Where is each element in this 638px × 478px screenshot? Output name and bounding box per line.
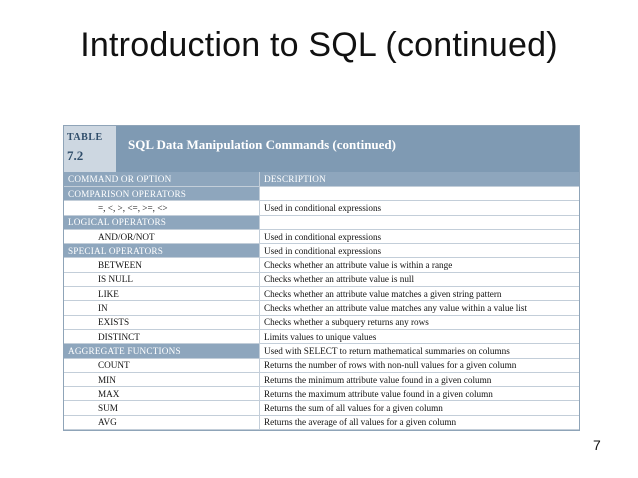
- table-section-row: [64, 187, 579, 201]
- table-row: [64, 387, 579, 401]
- section-label-cell: COMPARISON OPERATORS: [64, 187, 260, 201]
- table-row: [64, 301, 579, 315]
- table-header-row: [64, 172, 579, 187]
- command-cell: =, <, >, <=, >=, <>: [64, 201, 260, 215]
- description-cell: Used in conditional expressions: [260, 229, 580, 243]
- description-cell: Checks whether an attribute value matches any value within a value list: [260, 301, 580, 315]
- command-cell: SUM: [64, 401, 260, 415]
- command-cell: BETWEEN: [64, 258, 260, 272]
- command-cell: COUNT: [64, 358, 260, 372]
- table-row: [64, 329, 579, 343]
- description-cell: Returns the average of all values for a given column: [260, 415, 580, 429]
- page-number: 7: [593, 437, 601, 453]
- description-cell: Checks whether a subquery returns any rows: [260, 315, 580, 329]
- table-row: [64, 372, 579, 386]
- table-banner: [64, 126, 579, 172]
- sql-commands-table-figure: [63, 125, 580, 431]
- description-cell: Used in conditional expressions: [260, 244, 580, 258]
- description-cell: Checks whether an attribute value is null: [260, 272, 580, 286]
- description-cell: Returns the minimum attribute value found in a given column: [260, 372, 580, 386]
- description-cell: [260, 187, 580, 201]
- description-cell: Checks whether an attribute value is within a range: [260, 258, 580, 272]
- slide-title: Introduction to SQL (continued): [80, 26, 558, 64]
- table-number-badge: [64, 126, 116, 172]
- description-cell: Checks whether an attribute value matches a given string pattern: [260, 287, 580, 301]
- table-row: [64, 401, 579, 415]
- description-cell: Limits values to unique values: [260, 329, 580, 343]
- description-cell: Returns the sum of all values for a given column: [260, 401, 580, 415]
- table-number: 7.2: [67, 148, 84, 163]
- command-cell: AVG: [64, 415, 260, 429]
- description-cell: Returns the maximum attribute value found in a given column: [260, 387, 580, 401]
- command-cell: AND/OR/NOT: [64, 229, 260, 243]
- table-row: [64, 358, 579, 372]
- column-header-description: DESCRIPTION: [260, 172, 580, 187]
- description-cell: Used in conditional expressions: [260, 201, 580, 215]
- section-label-cell: SPECIAL OPERATORS: [64, 244, 260, 258]
- table-row: [64, 201, 579, 215]
- command-cell: IS NULL: [64, 272, 260, 286]
- table-section-row: [64, 215, 579, 229]
- table-label: TABLE: [67, 132, 103, 143]
- table-row: [64, 287, 579, 301]
- table-row: [64, 272, 579, 286]
- table-row: [64, 258, 579, 272]
- description-cell: Used with SELECT to return mathematical summaries on columns: [260, 344, 580, 358]
- table-section-row: [64, 344, 579, 358]
- description-cell: [260, 215, 580, 229]
- command-cell: MAX: [64, 387, 260, 401]
- table-section-row: [64, 244, 579, 258]
- command-cell: DISTINCT: [64, 329, 260, 343]
- section-label-cell: AGGREGATE FUNCTIONS: [64, 344, 260, 358]
- commands-table: [64, 172, 579, 430]
- table-body: [64, 187, 579, 430]
- table-row: [64, 229, 579, 243]
- table-title: SQL Data Manipulation Commands (continued): [128, 137, 396, 152]
- command-cell: EXISTS: [64, 315, 260, 329]
- command-cell: LIKE: [64, 287, 260, 301]
- section-label-cell: LOGICAL OPERATORS: [64, 215, 260, 229]
- description-cell: Returns the number of rows with non-null values for a given column: [260, 358, 580, 372]
- column-header-command: COMMAND OR OPTION: [64, 172, 260, 187]
- table-row: [64, 315, 579, 329]
- command-cell: IN: [64, 301, 260, 315]
- command-cell: MIN: [64, 372, 260, 386]
- table-row: [64, 415, 579, 429]
